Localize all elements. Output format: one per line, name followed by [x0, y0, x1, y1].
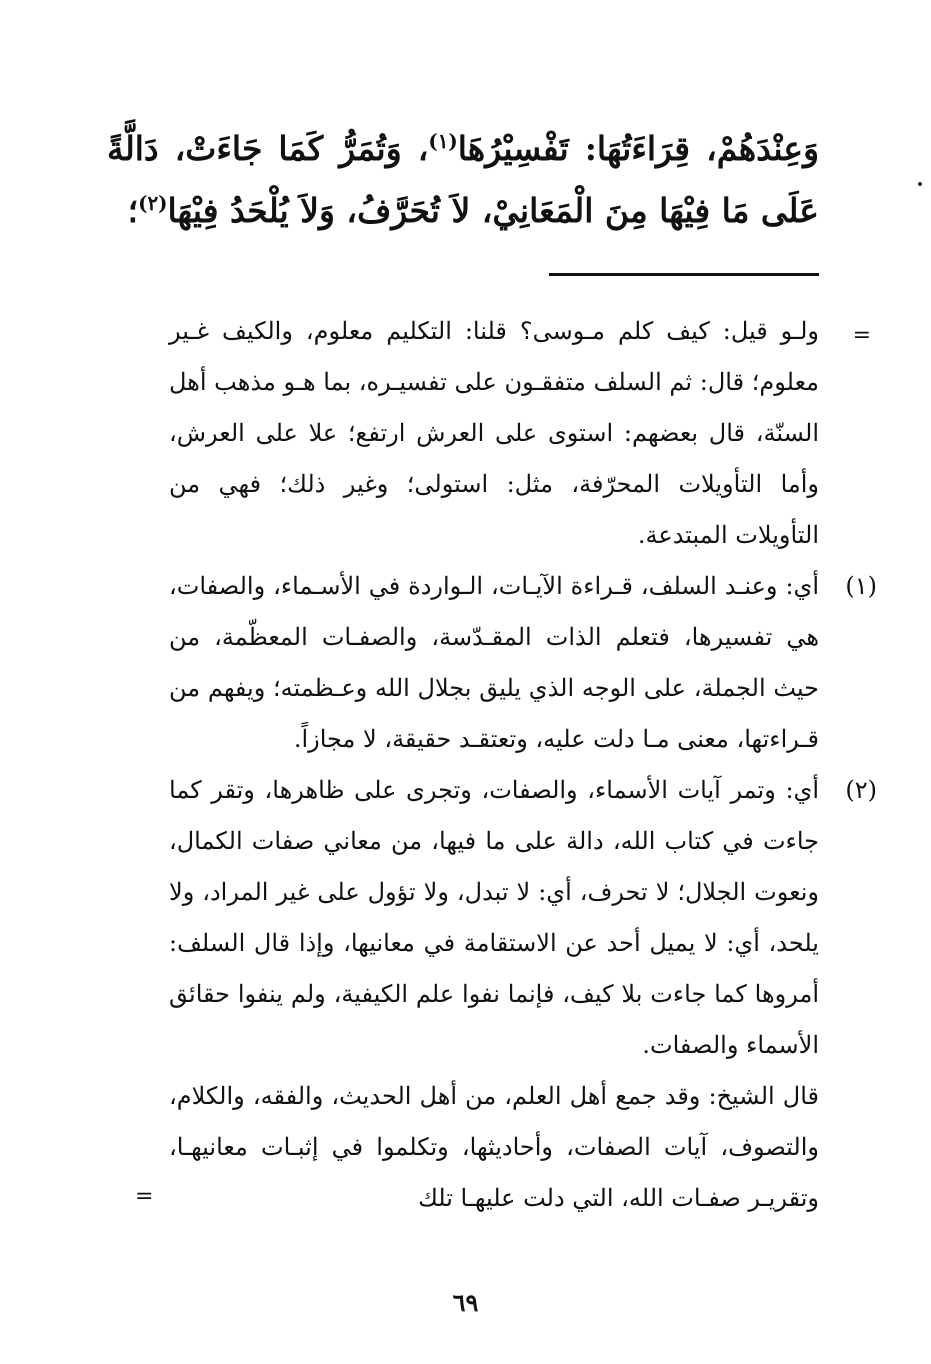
page-number: ٦٩ — [452, 1288, 479, 1317]
footnote-2 — [169, 765, 877, 1071]
footnote-2-text: أي: وتمر آيات الأسماء، والصفات، وتجرى على ظاهرها، وتقر كما جاءت في كتاب الله، دالة على ما فيها، من معاني صفات الكمال، ونعوت الجلال؛ لا تحرف، أي: لا تبدل، ولا تؤول على غير المراد، ولا يلحد، أي: لا يميل أحد عن الاستقامة في معانيها، وإذا قال السلف: أمروها كما جاءت بلا كيف، فإنما نفوا علم الكيفية، ولم ينفوا حقائق الأسماء والصفات. — [169, 776, 819, 1059]
footnote-1-marker: (١) — [845, 572, 877, 600]
main-text-part1: وَعِنْدَهُمْ، قِرَاءَتُهَا: تَفْسِيْرُهَا — [457, 129, 819, 168]
footnote-2-paragraph-b — [135, 1071, 819, 1224]
footnote-ref-1: (١) — [428, 129, 458, 153]
footnote-continuation — [169, 306, 871, 561]
footnote-separator-rule — [549, 273, 819, 276]
main-text-part3: ؛ — [127, 191, 139, 230]
footnote-1 — [169, 561, 877, 765]
continuation-marker: = — [852, 323, 871, 348]
continues-next-page-marker: = — [135, 1184, 154, 1209]
main-text-part2: ، وَتُمَرُّ كَمَا جَاءَتْ، دَالَّةً عَلَى مَا فِيْهَا مِنَ الْمَعَانِيْ، لاَ تُحَرَّفُ، وَلاَ يُلْحَدُ فِيْهَا — [107, 129, 819, 230]
footnote-1-text: أي: وعنـد السلف، قـراءة الآيـات، الـواردة في الأسـماء، والصفات، هي تفسيرها، فتعلم الذات المقـدّسة، والصفـات المعظّمة، من حيث الجملة، على الوجه الذي يليق بجلال الله وعـظمته؛ ويفهم من قـراءتها، معنى مـا دلت عليه، وتعتقـد حقيقة، لا مجازاً. — [169, 572, 819, 753]
main-text-block — [107, 118, 819, 242]
footnote-2-marker: (٢) — [845, 776, 877, 804]
footnote-2-text-b: قال الشيخ: وقد جمع أهل العلم، من أهل الحديث، والفقه، والكلام، والتصوف، آيات الصفات، وأحاديثها، وتكلموا في إثبـات معانيهـا، وتقريـر صفـات الله، التي دلت عليهـا تلك — [169, 1082, 819, 1212]
continuation-text: ولـو قيل: كيف كلم مـوسى؟ قلنا: التكليم معلوم، والكيف غـير معلوم؛ قال: ثم السلف متفقـون على تفسيـره، بما هـو مذهب أهل السنّة، قال بعضهم: استوى على العرش ارتفع؛ علا على العرش، وأما التأويلات المحرّفة، مثل: استولى؛ وغير ذلك؛ فهي من التأويلات المبتدعة. — [169, 317, 820, 549]
margin-dot — [918, 182, 922, 186]
footnote-ref-2: (٢) — [138, 191, 168, 215]
footnotes-block — [135, 306, 877, 1224]
